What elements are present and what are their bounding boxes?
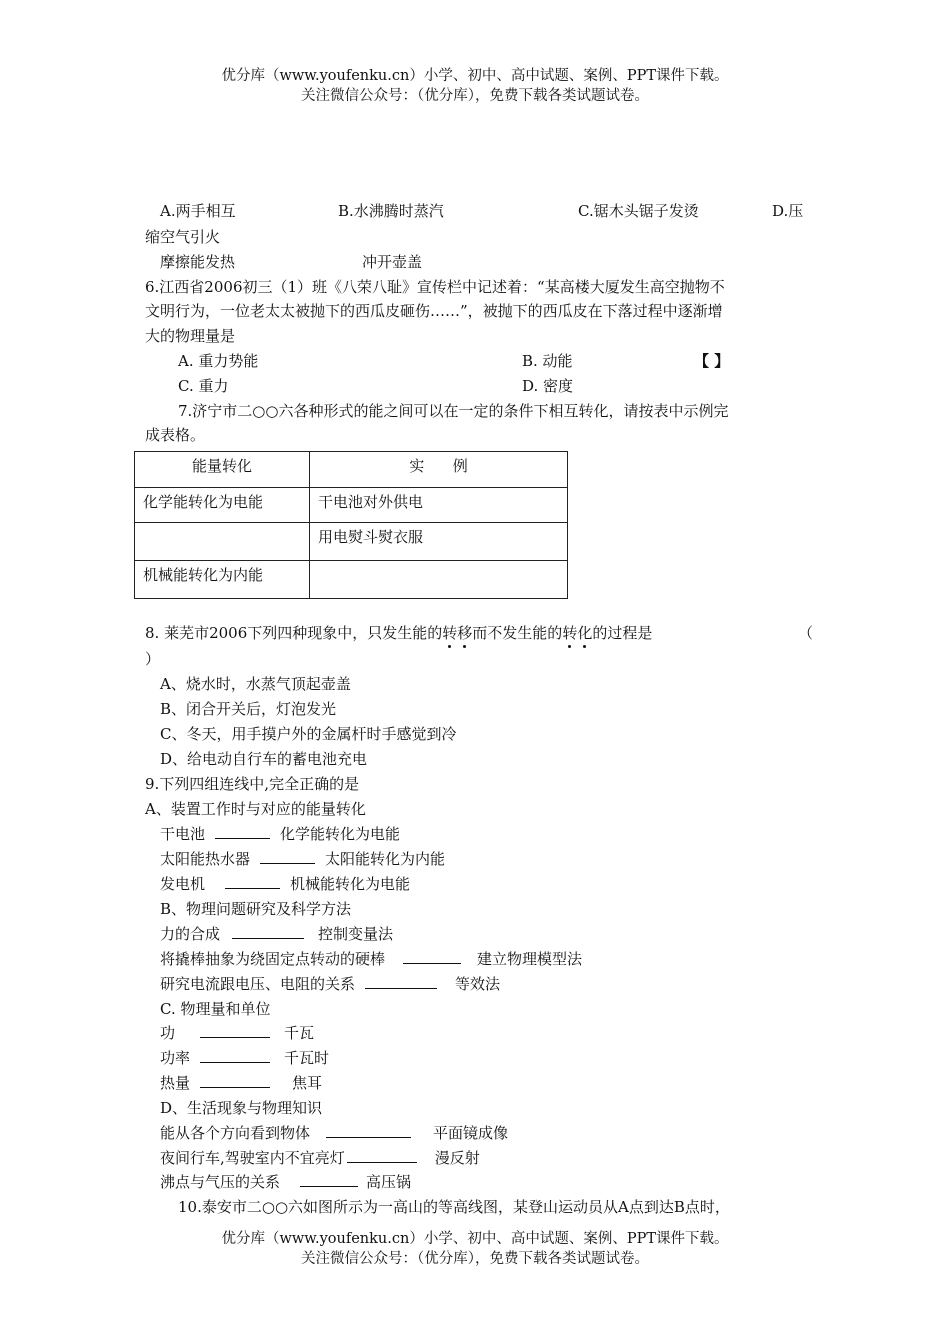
q8-option-d: D、给电动自行车的蓄电池充电 — [160, 750, 368, 768]
q6-stem-line3: 大的物理量是 — [145, 327, 236, 345]
q9-match-right: 焦耳 — [292, 1074, 323, 1092]
table-header-example: 实 例 — [310, 452, 568, 488]
q6-option-a: A. 重力势能 — [178, 352, 259, 370]
q9-match-left: 功 — [160, 1024, 176, 1042]
q5-option-a-line2: 摩擦能发热 — [160, 253, 236, 271]
page-footer-line1: 优分库（www.youfenku.cn）小学、初中、高中试题、案例、PPT课件下载。 — [221, 1231, 729, 1247]
match-line — [200, 1050, 270, 1063]
q9-match-right: 千瓦时 — [284, 1049, 330, 1067]
q9-match-row — [160, 1147, 480, 1169]
match-line — [232, 926, 304, 939]
match-line — [403, 951, 461, 964]
table-row — [135, 561, 568, 599]
q9-match-left: 夜间行车,驾驶室内不宜亮灯 — [160, 1149, 345, 1167]
q9-match-row — [160, 848, 445, 870]
q8-emphasis-char: 转 — [562, 624, 578, 642]
q9-group-b-title: B、物理问题研究及科学方法 — [160, 900, 352, 918]
q9-match-row — [160, 1171, 411, 1193]
q9-match-row — [160, 823, 400, 845]
page-header-line2: 关注微信公众号：（优分库），免费下载各类试题试卷。 — [301, 88, 649, 104]
q9-match-row — [160, 973, 500, 995]
q9-match-left: 能从各个方向看到物体 — [160, 1124, 311, 1142]
q8-paren-close: ） — [145, 650, 161, 668]
table-header-row — [135, 452, 568, 488]
table-cell: 干电池对外供电 — [310, 488, 568, 523]
match-line — [225, 876, 280, 889]
q9-match-left: 发电机 — [160, 875, 206, 893]
table-row — [135, 523, 568, 561]
q9-match-row — [160, 1047, 329, 1069]
match-line — [200, 1075, 270, 1088]
match-line — [300, 1174, 358, 1187]
q6-option-d: D. 密度 — [522, 377, 574, 395]
q9-match-row — [160, 1022, 314, 1044]
q6-stem-line2: 文明行为，一位老太太被抛下的西瓜皮砸伤……”，被抛下的西瓜皮在下落过程中逐渐增 — [145, 302, 723, 320]
q8-option-c: C、冬天，用手摸户外的金属杆时手感觉到冷 — [160, 725, 457, 743]
q5-option-b-line1: B.水沸腾时蒸汽 — [338, 202, 444, 220]
match-line — [347, 1150, 417, 1163]
match-line — [215, 826, 270, 839]
q8-paren-open: （ — [798, 624, 814, 642]
q8-option-b: B、闭合开关后，灯泡发光 — [160, 700, 337, 718]
page-footer-line2: 关注微信公众号：（优分库），免费下载各类试题试卷。 — [301, 1251, 649, 1267]
q10-stem-line1: 10.泰安市二○○六如图所示为一高山的等高线图，某登山运动员从A点到达B点时， — [178, 1198, 730, 1216]
q8-emphasis-char: 转 — [442, 624, 458, 642]
q9-stem: 9.下列四组连线中,完全正确的是 — [145, 775, 360, 793]
q7-stem-line1: 7.济宁市二○○六各种形式的能之间可以在一定的条件下相互转化，请按表中示例完 — [178, 402, 729, 420]
q9-match-right: 平面镜成像 — [433, 1124, 509, 1142]
q6-option-c: C. 重力 — [178, 377, 229, 395]
q9-match-left: 研究电流跟电压、电阻的关系 — [160, 975, 356, 993]
q9-match-row — [160, 1072, 322, 1094]
match-line — [260, 851, 315, 864]
table-row — [135, 488, 568, 523]
match-line — [200, 1025, 270, 1038]
q9-group-a-title: A、装置工作时与对应的能量转化 — [145, 800, 366, 818]
q9-match-right: 机械能转化为电能 — [290, 875, 411, 893]
q9-match-row — [160, 1122, 508, 1144]
q6-option-b: B. 动能 — [522, 352, 573, 370]
q9-match-left: 力的合成 — [160, 925, 221, 943]
q9-match-right: 控制变量法 — [318, 925, 394, 943]
q8-option-a: A、烧水时，水蒸气顶起壶盖 — [160, 675, 351, 693]
match-line — [365, 976, 437, 989]
q9-match-right: 等效法 — [455, 975, 501, 993]
q9-match-left: 太阳能热水器 — [160, 850, 251, 868]
q5-option-d-line1: D.压 — [772, 202, 804, 220]
q9-match-left: 干电池 — [160, 825, 206, 843]
q8-stem-line1 — [145, 622, 652, 644]
q9-match-left: 将撬棒抽象为绕固定点转动的硬棒 — [160, 950, 386, 968]
q5-option-d-line2: 缩空气引火 — [145, 228, 221, 246]
q9-match-left: 热量 — [160, 1074, 191, 1092]
energy-conversion-table — [134, 451, 568, 599]
q5-option-a-line1: A.两手相互 — [160, 202, 236, 220]
q6-stem-line1: 6.江西省2006初三（1）班《八荣八耻》宣传栏中记述着：“某高楼大厦发生高空抛物不 — [145, 278, 725, 296]
page-header-line1: 优分库（www.youfenku.cn）小学、初中、高中试题、案例、PPT课件下载。 — [221, 68, 729, 84]
q9-match-right: 化学能转化为电能 — [280, 825, 401, 843]
match-line — [326, 1125, 411, 1138]
table-cell: 用电熨斗熨衣服 — [310, 523, 568, 561]
q9-match-right: 建立物理模型法 — [477, 950, 583, 968]
table-cell: 化学能转化为电能 — [135, 488, 310, 523]
q5-option-b-line2: 冲开壶盖 — [362, 253, 423, 271]
q9-match-right: 太阳能转化为内能 — [325, 850, 446, 868]
q8-stem-post: 的过程是 — [592, 624, 653, 642]
q5-option-c: C.锯木头锯子发烫 — [578, 202, 699, 220]
q7-stem-line2: 成表格。 — [145, 426, 206, 444]
q9-match-left: 功率 — [160, 1049, 191, 1067]
q8-emphasis-char: 化 — [577, 624, 593, 642]
table-cell — [135, 523, 310, 561]
table-cell — [310, 561, 568, 599]
table-cell: 机械能转化为内能 — [135, 561, 310, 599]
q9-match-row — [160, 948, 582, 970]
q8-stem-pre: 8. 莱芜市2006下列四种现象中，只发生能的 — [145, 624, 443, 642]
q9-match-right: 漫反射 — [434, 1149, 480, 1167]
q6-answer-bracket: 【 】 — [694, 352, 730, 370]
q9-match-row — [160, 923, 393, 945]
q9-group-d-title: D、生活现象与物理知识 — [160, 1099, 323, 1117]
q9-group-c-title: C. 物理量和单位 — [160, 1000, 271, 1018]
q9-match-right: 千瓦 — [284, 1024, 315, 1042]
q9-match-row — [160, 873, 410, 895]
q8-stem-mid: 而不发生能的 — [472, 624, 563, 642]
q8-emphasis-char: 移 — [457, 624, 473, 642]
q9-match-left: 沸点与气压的关系 — [160, 1173, 281, 1191]
table-header-conversion: 能量转化 — [135, 452, 310, 488]
q9-match-right: 高压锅 — [366, 1173, 412, 1191]
